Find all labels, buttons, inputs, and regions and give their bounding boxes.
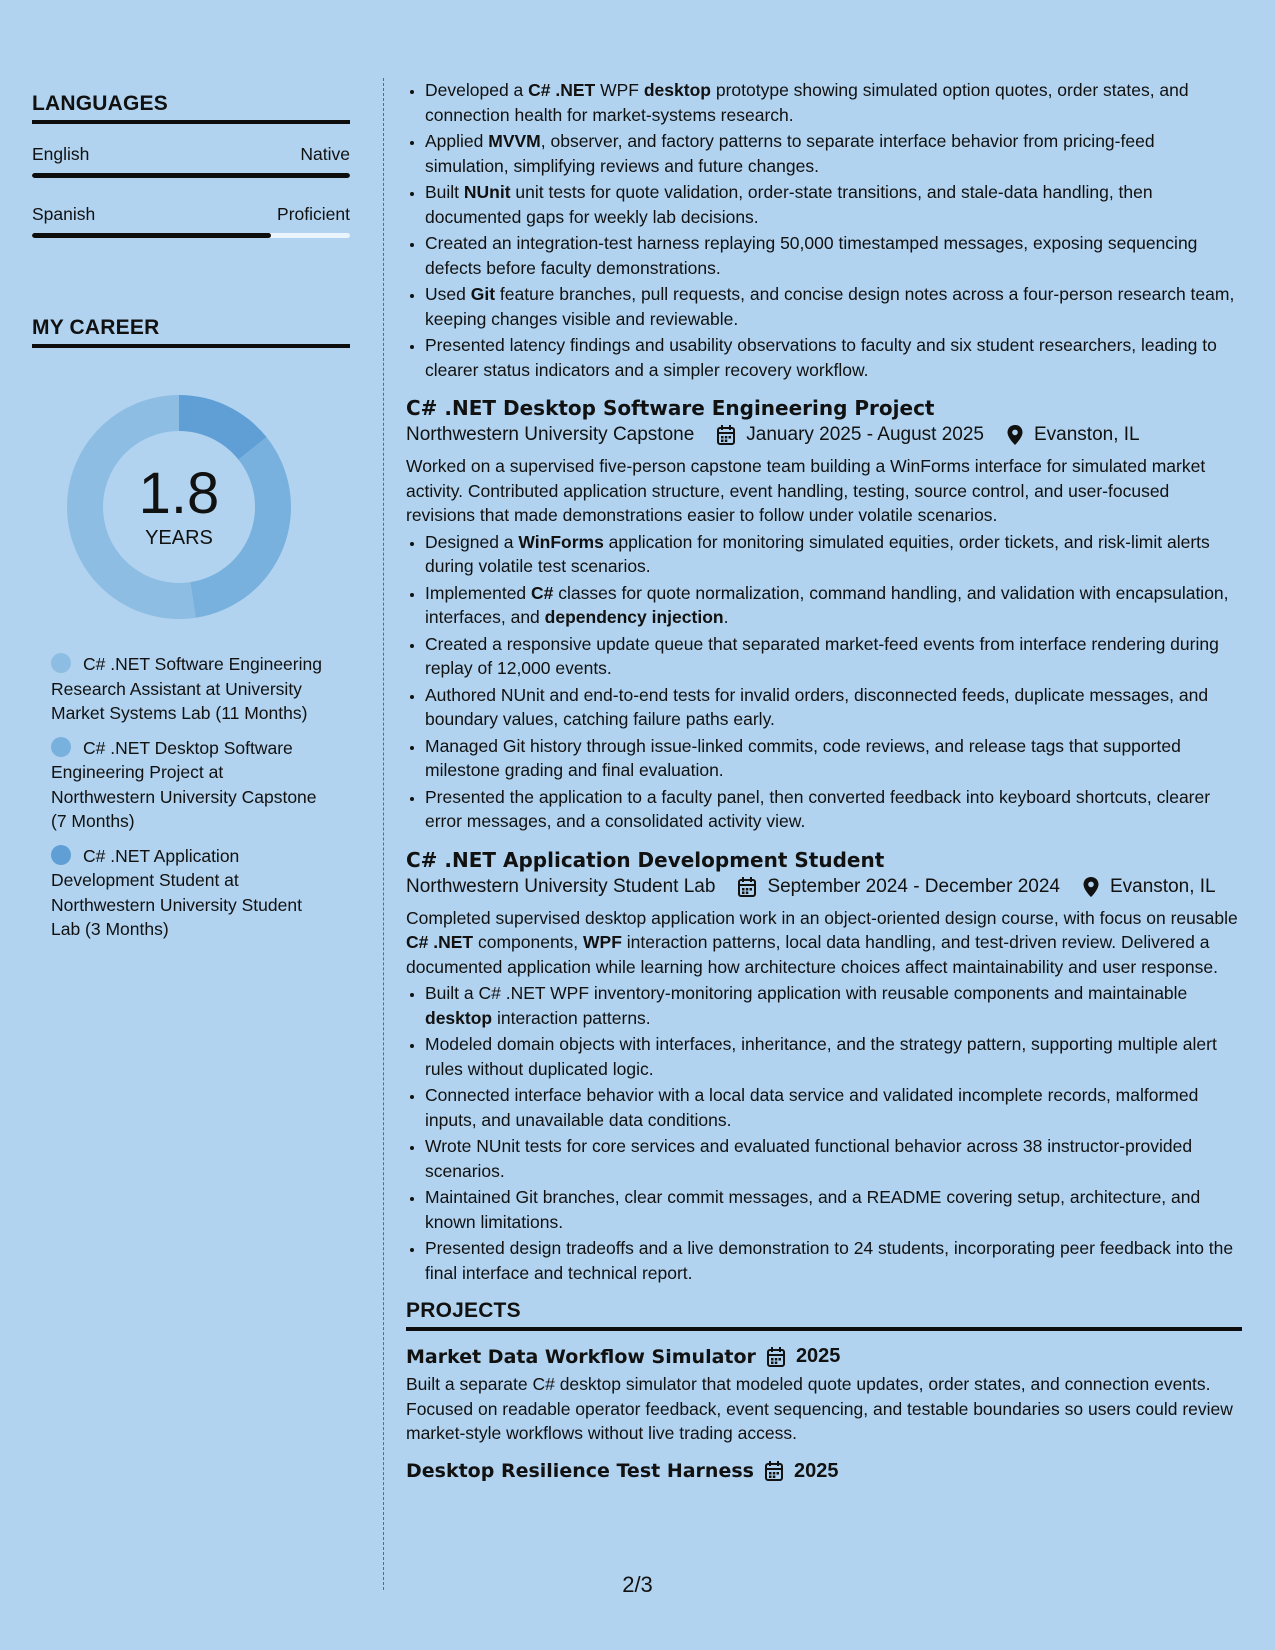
bullet-item: • Modeled domain objects with interfaces, inheritance, and the strategy pattern, supporting multiple alert rules without duplicated logic.	[425, 1032, 1242, 1081]
bullet-item: • Created an integration-test harness replaying 50,000 timestamped messages, exposing sequencing defects before faculty demonstrations.	[425, 231, 1242, 280]
column-divider	[383, 78, 384, 1590]
project-description: Built a separate C# desktop simulator that modeled quote updates, order states, and connection events. Focused on readable operator feedback, event sequencing, and testable boundaries so users could review market-style workflows without live trading access.	[406, 1374, 1233, 1443]
bullet-item: • Used Git feature branches, pull requests, and concise design notes across a four-person research team, keeping changes visible and reviewable.	[425, 282, 1242, 331]
bullet-item: • Connected interface behavior with a local data service and validated incomplete records, malformed inputs, and unavailable data conditions.	[425, 1083, 1242, 1132]
calendar-icon	[737, 876, 757, 898]
job-entry	[406, 396, 1242, 834]
career-donut	[64, 392, 294, 622]
project-header	[406, 1460, 1242, 1483]
project-header	[406, 1345, 1242, 1368]
bullet-item: • Implemented C# classes for quote normalization, command handling, and validation with encapsulation, interfaces, and dependency injection.	[425, 581, 1242, 630]
job-location: Evanston, IL	[1110, 875, 1216, 897]
bullet-item: • Built a C# .NET WPF inventory-monitoring application with reusable components and maintainable desktop interaction patterns.	[425, 981, 1242, 1030]
bullet-item: • Applied MVVM, observer, and factory patterns to separate interface behavior from pricing-feed simulation, simplifying reviews and future changes.	[425, 129, 1242, 178]
job-description: Completed supervised desktop application work in an object-oriented design course, with focus on reusable C# .NET components, WPF interaction patterns, local data handling, and test-driven review. Delivered a documented application while learning how architecture choices affect maintainability and user response.	[406, 907, 1238, 977]
language-bar-fill	[32, 173, 350, 178]
sidebar	[32, 92, 350, 952]
career-legend-item: C# .NET Desktop Software Engineering Project at Northwestern University Capstone (7 Months)	[51, 737, 317, 831]
language-name: Spanish	[32, 204, 96, 224]
bullet-item: • Built NUnit unit tests for quote validation, order-state transitions, and stale-data handling, then documented gaps for weekly lab decisions.	[425, 180, 1242, 229]
language-level: Native	[300, 144, 350, 164]
job-title: C# .NET Desktop Software Engineering Project	[406, 396, 935, 420]
bullet-item: • Presented latency findings and usability observations to faculty and six student researchers, leading to clearer status indicators and a simpler recovery workflow.	[425, 333, 1242, 382]
map-pin-icon	[1082, 876, 1100, 898]
job-dates: September 2024 - December 2024	[767, 875, 1060, 897]
job-location: Evanston, IL	[1033, 424, 1140, 445]
project-name: Desktop Resilience Test Harness	[406, 1460, 754, 1482]
bullet-item: • Designed a WinForms application for monitoring simulated equities, order tickets, and risk-limit alerts during volatile test scenarios.	[425, 530, 1242, 579]
career-title: MY CAREER	[32, 316, 350, 348]
career-section	[32, 316, 350, 942]
language-bar-fill	[32, 233, 271, 238]
bullet-item: • Authored NUnit and end-to-end tests for invalid orders, disconnected feeds, duplicate messages, and boundary values, catching failure paths early.	[425, 683, 1242, 732]
bullet-item: • Presented design tradeoffs and a live demonstration to 24 students, incorporating peer feedback into the final interface and technical report.	[425, 1236, 1242, 1285]
job-bullets	[406, 981, 1242, 1285]
projects-section	[406, 1299, 1242, 1483]
job-meta	[406, 876, 1242, 898]
calendar-icon	[716, 424, 736, 446]
project-year: 2025	[793, 1459, 839, 1482]
career-total-label: YEARS	[145, 526, 213, 549]
bullet-item: • Presented the application to a faculty panel, then converted feedback into keyboard shortcuts, clearer error messages, and a consolidated activity view.	[425, 785, 1242, 834]
projects-title: PROJECTS	[406, 1299, 1242, 1331]
bullet-item: • Maintained Git branches, clear commit messages, and a README covering setup, architecture, and known limitations.	[425, 1185, 1242, 1234]
language-item	[32, 144, 350, 178]
project-entry	[406, 1460, 1242, 1483]
job-entry	[406, 848, 1242, 1286]
languages-section	[32, 92, 350, 238]
bullet-item: • Wrote NUnit tests for core services and evaluated functional behavior across 38 instructor-provided scenarios.	[425, 1134, 1242, 1183]
language-bar	[32, 233, 350, 238]
bullet-item: • Created a responsive update queue that separated market-feed events from interface rendering during replay of 12,000 events.	[425, 632, 1242, 681]
job-title: C# .NET Application Development Student	[406, 847, 885, 872]
legend-dot	[51, 737, 71, 757]
main-content	[406, 78, 1242, 1487]
career-legend	[51, 652, 350, 942]
calendar-icon	[764, 1460, 784, 1482]
legend-dot	[51, 845, 71, 865]
language-bar	[32, 173, 350, 178]
languages-title: LANGUAGES	[32, 92, 350, 124]
job-org: Northwestern University Capstone	[406, 424, 695, 445]
experience-list	[406, 396, 1242, 1285]
job-dates: January 2025 - August 2025	[746, 424, 984, 445]
job-meta	[406, 424, 1242, 446]
project-name: Market Data Workflow Simulator	[406, 1345, 756, 1368]
job-bullets	[406, 530, 1242, 834]
job-org: Northwestern University Student Lab	[406, 875, 716, 897]
job-description: Worked on a supervised five-person capstone team building a WinForms interface for simulated market activity. Contributed application structure, event handling, testing, source control, and user-focused revisions that made demonstrations easier to follow under volatile scenarios.	[406, 456, 1206, 525]
project-year: 2025	[795, 1345, 841, 1367]
career-legend-item: C# .NET Software Engineering Research Assistant at University Market Systems Lab (11 Months)	[51, 654, 322, 723]
career-legend-item: C# .NET Application Development Student at Northwestern University Student Lab (3 Months)	[51, 845, 302, 939]
language-level: Proficient	[277, 204, 350, 224]
language-name: English	[32, 144, 90, 164]
continued-bullets	[406, 78, 1242, 382]
bullet-item: • Managed Git history through issue-linked commits, code reviews, and release tags that supported milestone grading and final evaluation.	[425, 734, 1242, 783]
project-entry	[406, 1345, 1242, 1446]
page-number: 2/3	[622, 1572, 653, 1597]
career-total-value: 1.8	[138, 460, 220, 526]
legend-dot	[51, 653, 71, 673]
language-item	[32, 204, 350, 238]
calendar-icon	[766, 1346, 786, 1368]
map-pin-icon	[1006, 424, 1024, 446]
projects-list	[406, 1345, 1242, 1483]
bullet-item: • Developed a C# .NET WPF desktop prototype showing simulated option quotes, order states, and connection health for market-systems research.	[425, 78, 1242, 127]
